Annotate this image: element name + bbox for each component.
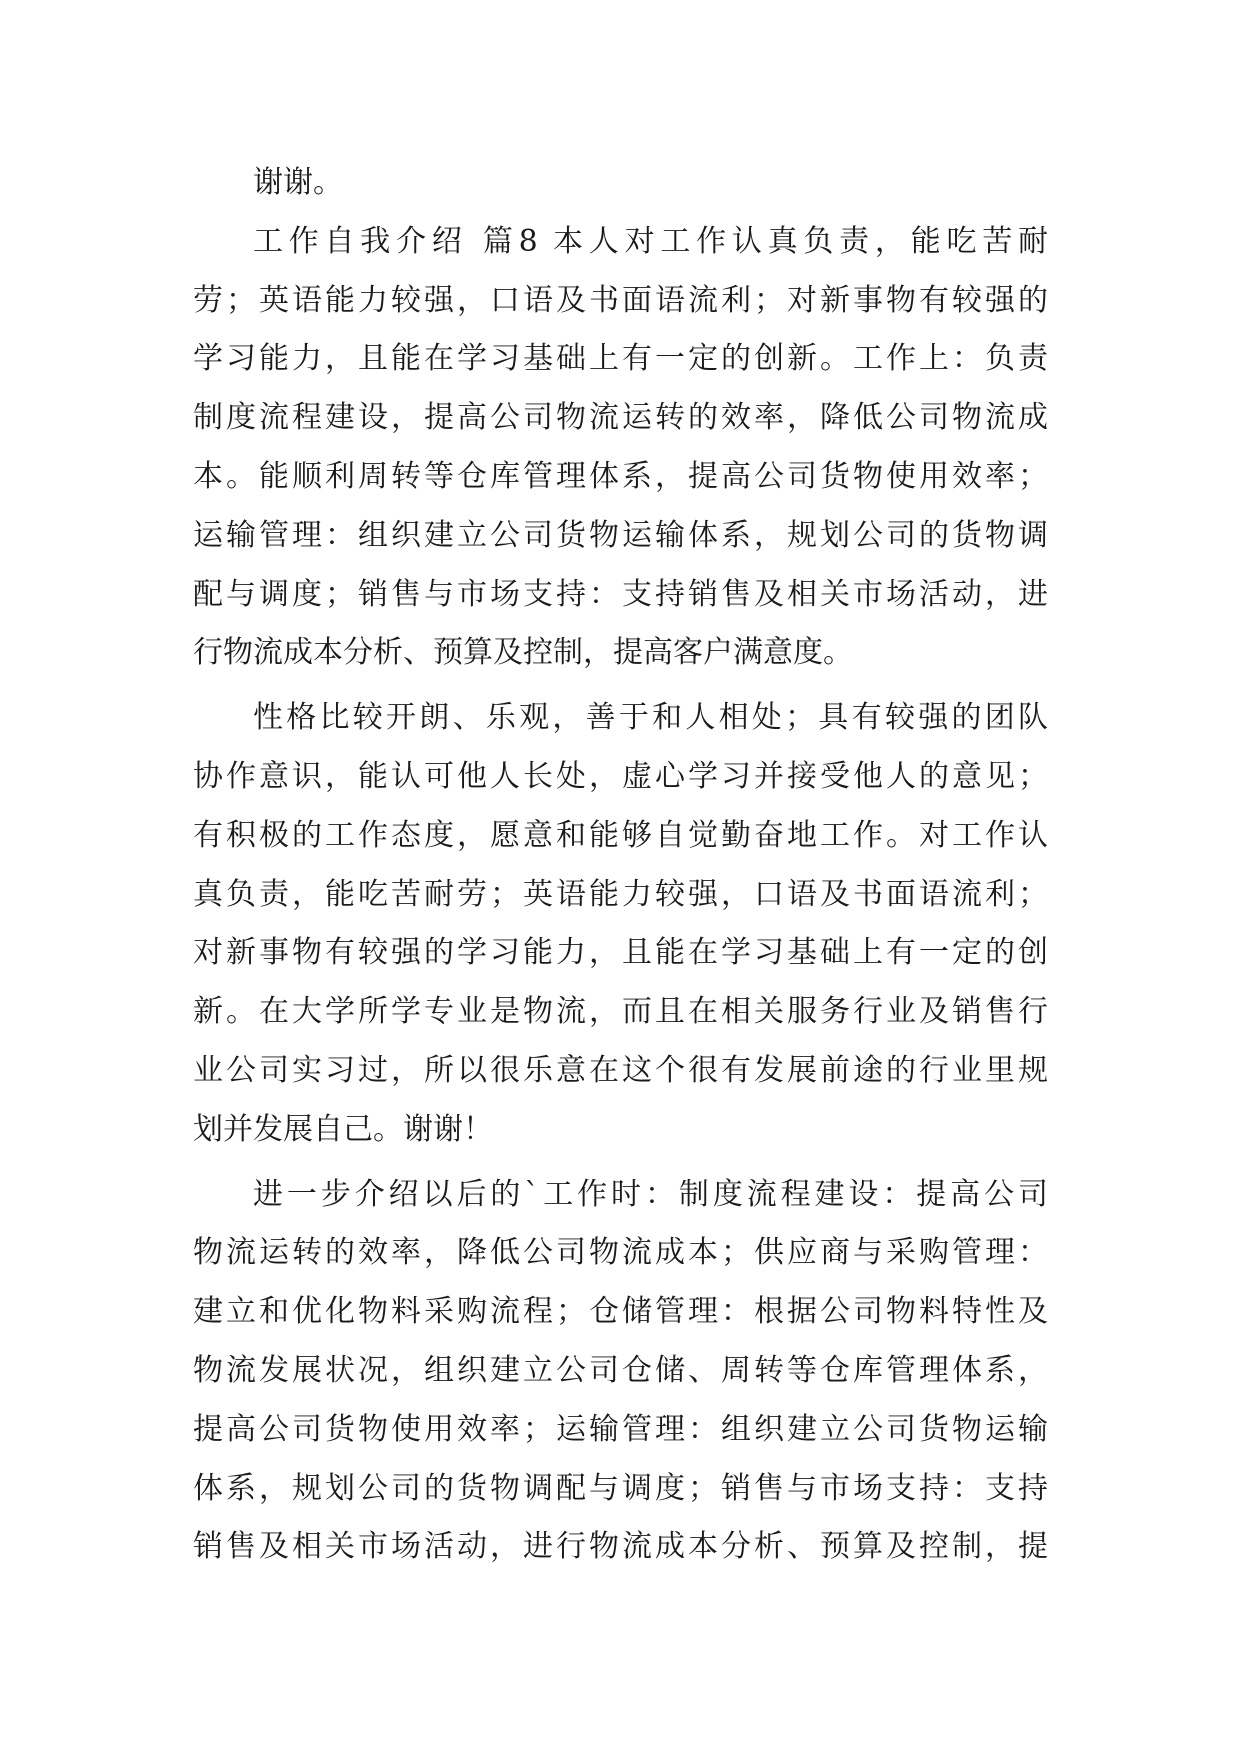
paragraph-line: 业公司实习过，所以很乐意在这个很有发展前途的行业里规 [193, 1052, 1048, 1088]
paragraph-line: 销售及相关市场活动，进行物流成本分析、预算及控制，提 [193, 1529, 1048, 1565]
paragraph-line: 真负责，能吃苦耐劳；英语能力较强，口语及书面语流利； [193, 876, 1048, 912]
document-body [193, 154, 1048, 1577]
paragraph-line: 协作意识，能认可他人长处，虚心学习并接受他人的意见； [193, 758, 1048, 794]
paragraph-line: 新。在大学所学专业是物流，而且在相关服务行业及销售行 [193, 994, 1048, 1030]
paragraph-line: 谢谢。 [253, 165, 343, 200]
paragraph-line: 行物流成本分析、预算及控制，提高客户满意度。 [193, 635, 853, 671]
paragraph-line: 制度流程建设，提高公司物流运转的效率，降低公司物流成 [193, 400, 1048, 436]
paragraph-line: 物流发展状况，组织建立公司仓储、周转等仓库管理体系， [193, 1352, 1048, 1388]
paragraph-line: 有积极的工作态度，愿意和能够自觉勤奋地工作。对工作认 [193, 817, 1048, 853]
paragraph-line: 劳；英语能力较强，口语及书面语流利；对新事物有较强的 [193, 282, 1048, 318]
paragraph-line: 物流运转的效率，降低公司物流成本；供应商与采购管理： [193, 1235, 1048, 1271]
paragraph-line: 对新事物有较强的学习能力，且能在学习基础上有一定的创 [193, 935, 1048, 971]
paragraph-line: 学习能力，且能在学习基础上有一定的创新。工作上：负责 [193, 341, 1048, 377]
paragraph-line: 配与调度；销售与市场支持：支持销售及相关市场活动，进 [193, 576, 1048, 612]
paragraph-line: 建立和优化物料采购流程；仓储管理：根据公司物料特性及 [193, 1294, 1048, 1330]
paragraph-line: 本。能顺利周转等仓库管理体系，提高公司货物使用效率； [193, 458, 1048, 494]
paragraph-line: 体系，规划公司的货物调配与调度；销售与市场支持：支持 [193, 1470, 1048, 1506]
paragraph-line: 进一步介绍以后的`工作时：制度流程建设：提高公司 [253, 1176, 1048, 1212]
paragraph-line: 提高公司货物使用效率；运输管理：组织建立公司货物运输 [193, 1411, 1048, 1447]
paragraph-line: 性格比较开朗、乐观，善于和人相处；具有较强的团队 [253, 700, 1048, 736]
paragraph-line: 运输管理：组织建立公司货物运输体系，规划公司的货物调 [193, 517, 1048, 553]
paragraph-line: 划并发展自己。谢谢！ [193, 1111, 493, 1147]
paragraph-line: 工作自我介绍 篇8 本人对工作认真负责，能吃苦耐 [253, 223, 1048, 259]
